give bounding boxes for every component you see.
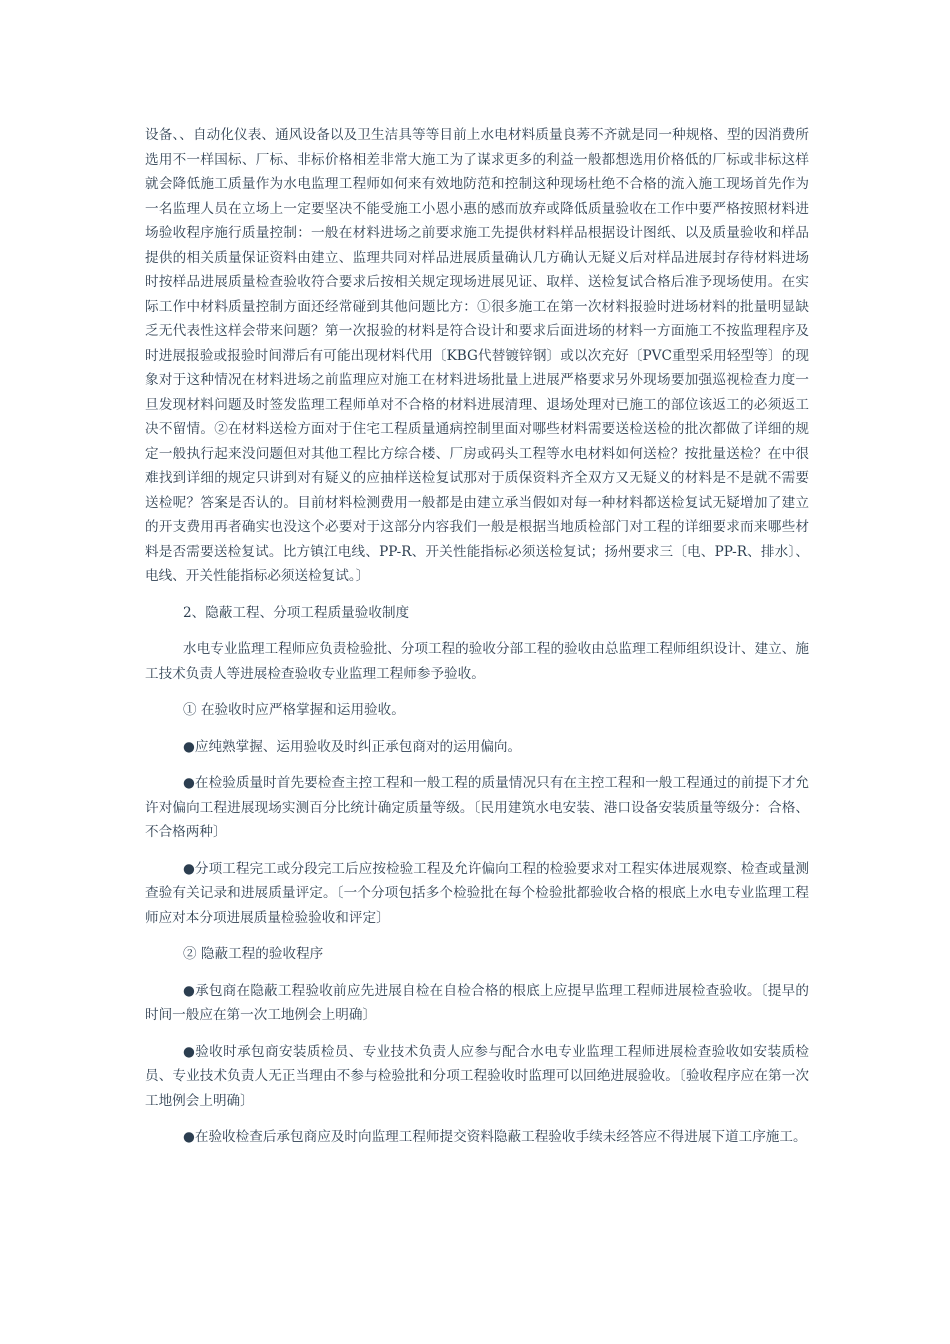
bullet-item: ●分项工程完工或分段完工后应按检验工程及允许偏向工程的检验要求对工程实体进展观察、检查或量测查验有关记录和进展质量评定。〔一个分项包括多个检验批在每个检验批都验收合格的根底上水电专业监理工程师应对本分项进展质量检验验收和评定〕 [145,860,809,926]
bullet-item: ●在验收检查后承包商应及时向监理工程师提交资料隐蔽工程验收手续未经答应不得进展下道工序施工。 [183,1129,807,1145]
subheading-acceptance-standard: ① 在验收时应严格掌握和运用验收。 [183,702,405,718]
bullet-item: ●承包商在隐蔽工程验收前应先进展自检在自检合格的根底上应提早监理工程师进展检查验收。〔提早的时间一般应在第一次工地例会上明确〕 [145,982,809,1023]
document-body [145,123,809,1162]
bullet-item: ●在检验质量时首先要检查主控工程和一般工程的质量情况只有在主控工程和一般工程通过的前提下才允许对偏向工程进展现场实测百分比统计确定质量等级。〔民用建筑水电安装、港口设备安装质量等级分：合格、不合格两种〕 [145,775,809,840]
bullet-item: ●验收时承包商安装质检员、专业技术负责人应参与配合水电专业监理工程师进展检查验收如安装质检员、专业技术负责人无正当理由不参与检验批和分项工程验收时监理可以回绝进展验收。〔验收程序应在第一次工地例会上明确〕 [145,1043,809,1109]
paragraph-acceptance-responsibility: 水电专业监理工程师应负责检验批、分项工程的验收分部工程的验收由总监理工程师组织设计、建立、施工技术负责人等进展检查验收专业监理工程师参予验收。 [145,641,809,682]
section-heading-hidden-works: 2、隐蔽工程、分项工程质量验收制度 [183,604,410,621]
subheading-acceptance-procedure: ② 隐蔽工程的验收程序 [183,946,324,962]
paragraph-material-control: 设备、、自动化仪表、通风设备以及卫生洁具等等目前上水电材料质量良莠不齐就是同一种规格、型的因消费所选用不一样国标、厂标、非标价格相差非常大施工为了谋求更多的利益一般都想选用价格低的厂标或非标这样就会降低施工质量作为水电监理工程师如何来有效地防范和控制这种现场杜绝不合格的流入施工现场首先作为一名监理人员在立场上一定要坚决不能受施工小恩小惠的感而放弃或降低质量验收在工作中要严格按照材料进场验收程序施行质量控制：一般在材料进场之前要求施工先提供材料样品根据设计图纸、以及质量验收和样品提供的相关质量保证资料由建立、监理共同对样品进展质量确认几方确认无疑义后对样品进展封存待材料进场时按样品进展质量检查验收符合要求后按相关规定现场进展见证、取样、送检复试合格后准予现场使用。在实际工作中材料质量控制方面还经常碰到其他问题比方：①很多施工在第一次材料报验时进场材料的批量明显缺乏无代表性这样会带来问题？第一次报验的材料是符合设计和要求后面进场的材料一方面施工不按监理程序及时进展报验或报验时间滞后有可能出现材料代用〔KBG代替镀锌钢〕或以次充好〔PVC重型采用轻型等〕的现象对于这种情况在材料进场之前监理应对施工在材料进场批量上进展严格要求另外现场要加强巡视检查力度一旦发现材料问题及时签发监理工程师单对不合格的材料进展清理、退场处理对已施工的部位该返工的必须返工决不留情。②在材料送检方面对于住宅工程质量通病控制里面对哪些材料需要送检送检的批次都做了详细的规定一般执行起来没问题但对其他工程比方综合楼、厂房或码头工程等水电材料如何送检？按批量送检？在中很难找到详细的规定只讲到对有疑义的应抽样送检复试那对于质保资料齐全双方又无疑义的材料是不是就不需要送检呢？答案是否认的。目前材料检测费用一般都是由建立承当假如对每一种材料都送检复试无疑增加了建立的开支费用再者确实也没这个必要对于这部分内容我们一般是根据当地质检部门对工程的详细要求而来哪些材料是否需要送检复试。比方镇江电线、PP-R、开关性能指标必须送检复试；扬州要求三〔电、PP-R、排水〕、电线、开关性能指标必须送检复试。〕 [145,127,809,584]
bullet-item: ●应纯熟掌握、运用验收及时纠正承包商对的运用偏向。 [183,738,522,755]
